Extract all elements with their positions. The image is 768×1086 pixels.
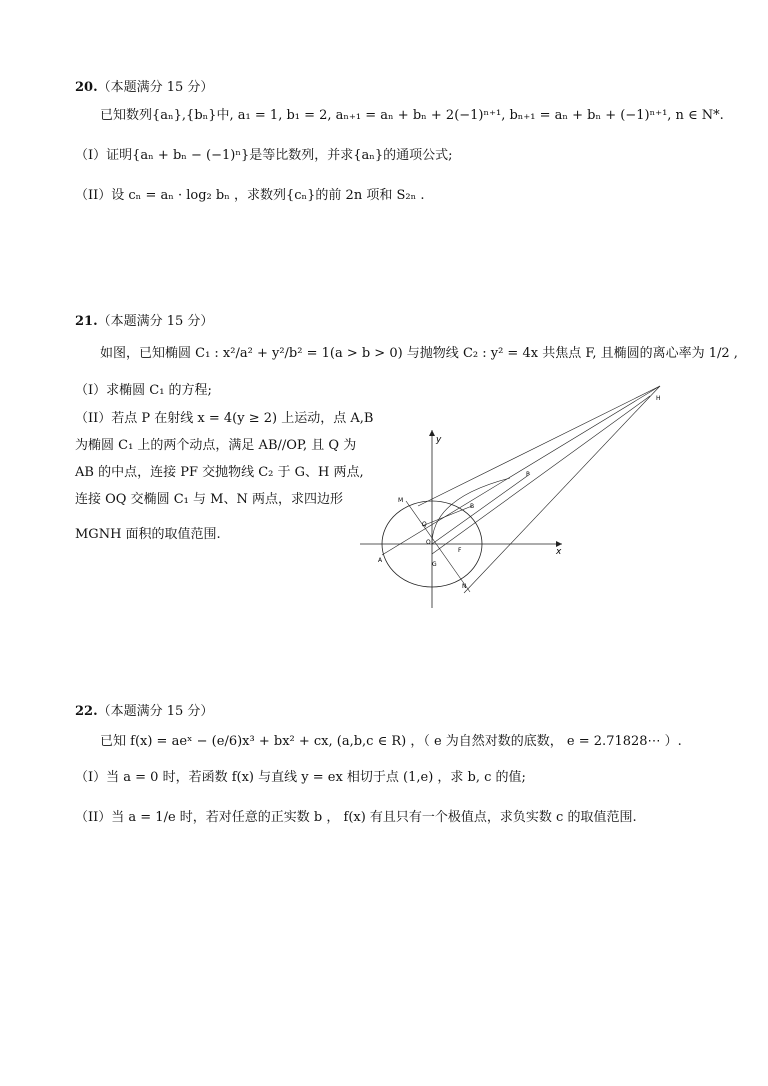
label-q: Q [422, 521, 427, 528]
label-n: N [462, 583, 467, 590]
problem-21-header [75, 310, 213, 329]
line-h-to-n [464, 386, 660, 593]
problem-22-score: （本题满分 15 分） [97, 704, 214, 719]
problem-20-number: 20. [75, 80, 98, 95]
problem-21-part2-line-4: 连接 OQ 交椭圆 C₁ 与 M、N 两点，求四边形 [75, 492, 343, 507]
problem-21-part2-line-1: （II）若点 P 在射线 x = 4(y ≥ 2) 上运动，点 A,B [75, 411, 374, 426]
label-m: M [398, 497, 404, 504]
label-x: x [556, 547, 562, 557]
label-b: B [470, 503, 475, 510]
problem-20-header [75, 76, 213, 95]
problem-22-part2: （II）当 a = 1/e 时，若对任意的正实数 b ， f(x) 有且只有一个极值点，求负实数 c 的取值范围. [75, 810, 637, 825]
y-axis-arrow [429, 430, 435, 436]
problem-22-given: 已知 f(x) = aeˣ − (e/6)x³ + bx² + cx, (a,b,c ∈ R) ，（ e 为自然对数的底数， e = 2.71828⋯ ）. [100, 734, 682, 749]
problem-21-part2-line-2: 为椭圆 C₁ 上的两个动点，满足 AB//OP, 且 Q 为 [75, 438, 357, 453]
label-h: H [656, 395, 661, 402]
problem-21-part2-line-3: AB 的中点，连接 PF 交抛物线 C₂ 于 G、H 两点, [75, 465, 364, 480]
label-g: G [432, 561, 437, 568]
problem-21-given: 如图，已知椭圆 C₁ : x²/a² + y²/b² = 1(a > b > 0) 与抛物线 C₂ : y² = 4x 共焦点 F, 且椭圆的离心率为 1/2 , [100, 346, 738, 361]
problem-22-part1: （I）当 a = 0 时，若函数 f(x) 与直线 y = ex 相切于点 (1,e) ，求 b, c 的值; [75, 770, 526, 785]
problem-21-part2-line-5: MGNH 面积的取值范围. [75, 527, 221, 542]
label-f: F [458, 547, 462, 554]
problem-20-given: 已知数列{aₙ},{bₙ}中, a₁ = 1, b₁ = 2, aₙ₊₁ = aₙ + bₙ + 2(−1)ⁿ⁺¹, bₙ₊₁ = aₙ + bₙ + (−1)ⁿ⁺¹, n ∈ N*. [100, 108, 724, 123]
problem-21-number: 21. [75, 314, 98, 329]
problem-20-score: （本题满分 15 分） [97, 80, 214, 95]
label-y: y [436, 435, 442, 445]
line-h-to-g [432, 396, 650, 554]
ellipse-parabola-figure [360, 378, 680, 610]
line-h-to-a [382, 386, 660, 555]
problem-22-header [75, 700, 213, 719]
line-h-to-m [418, 386, 660, 506]
problem-20-part2: （II）设 cₙ = aₙ · log₂ bₙ ，求数列{cₙ}的前 2n 项和 S₂ₙ . [75, 188, 425, 203]
label-o: O [426, 539, 431, 546]
parabola-c2 [432, 478, 510, 544]
problem-21-part1: （I）求椭圆 C₁ 的方程; [75, 383, 212, 398]
problem-21-score: （本题满分 15 分） [97, 314, 214, 329]
problem-20-part1: （I）证明{aₙ + bₙ − (−1)ⁿ}是等比数列，并求{aₙ}的通项公式; [75, 148, 453, 163]
label-a: A [378, 557, 383, 564]
problem-22-number: 22. [75, 704, 98, 719]
label-p: P [526, 471, 530, 478]
